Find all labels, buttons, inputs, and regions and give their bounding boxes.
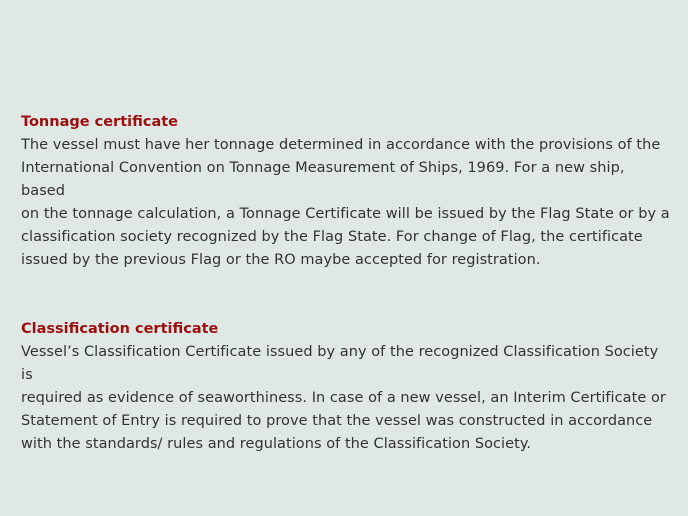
text-line: International Convention on Tonnage Measurement of Ships, 1969. For a new ship, based xyxy=(21,160,625,199)
section-heading: Tonnage certificate xyxy=(21,114,178,130)
classification-certificate-section xyxy=(21,318,671,456)
text-line: issued by the previous Flag or the RO maybe accepted for registration. xyxy=(21,252,541,268)
section-body xyxy=(21,341,671,456)
document-content xyxy=(21,111,671,456)
text-line: classification society recognized by the Flag State. For change of Flag, the certificate xyxy=(21,229,643,245)
section-body xyxy=(21,134,671,272)
text-line: Statement of Entry is required to prove that the vessel was constructed in accordance xyxy=(21,413,653,429)
section-heading: Classification certificate xyxy=(21,321,219,337)
text-line: Vessel’s Classification Certificate issued by any of the recognized Classification Society is xyxy=(21,344,659,383)
text-line: The vessel must have her tonnage determined in accordance with the provisions of the xyxy=(21,137,661,153)
text-line: with the standards/ rules and regulations of the Classification Society. xyxy=(21,436,532,452)
text-line: required as evidence of seaworthiness. In case of a new vessel, an Interim Certificate or xyxy=(21,390,666,406)
tonnage-certificate-section xyxy=(21,111,671,272)
text-line: on the tonnage calculation, a Tonnage Certificate will be issued by the Flag State or by a xyxy=(21,206,670,222)
